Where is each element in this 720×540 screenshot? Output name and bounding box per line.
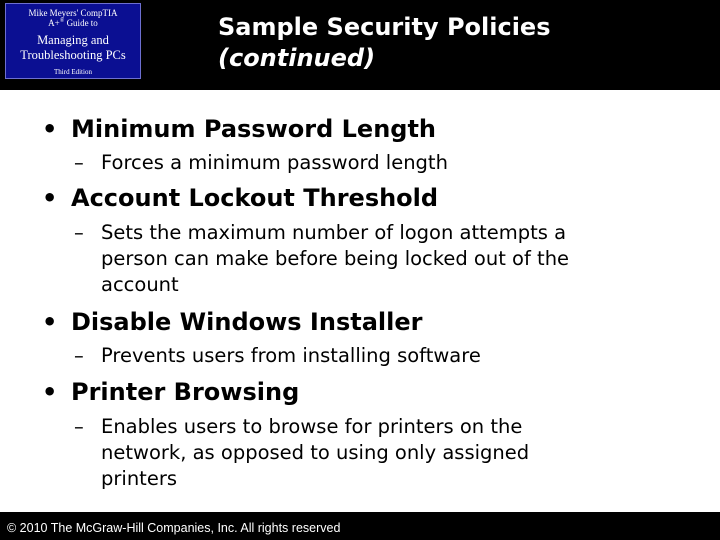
slide-content bbox=[0, 90, 720, 512]
sub-dash: – bbox=[74, 151, 84, 174]
bullet-dot: • bbox=[42, 378, 58, 406]
bullet-label: Printer Browsing bbox=[71, 378, 300, 406]
bullet-dot: • bbox=[42, 115, 58, 143]
book-logo bbox=[5, 3, 141, 79]
sub-dash: – bbox=[74, 221, 84, 244]
slide-title: Sample Security Policies (continued) bbox=[218, 13, 551, 72]
copyright-text: © 2010 The McGraw-Hill Companies, Inc. All rights reserved bbox=[7, 521, 341, 535]
sub-item: – Enables users to browse for printers on the network, as opposed to using only assigned printers bbox=[74, 415, 530, 490]
bullet-dot: • bbox=[42, 184, 58, 212]
logo-author: Mike Meyers' CompTIA bbox=[28, 8, 118, 18]
sub-dash: – bbox=[74, 415, 84, 438]
logo-edition: Third Edition bbox=[54, 68, 92, 76]
sub-dash: – bbox=[74, 344, 84, 367]
footer-bar bbox=[0, 512, 720, 540]
bullet-label: Minimum Password Length bbox=[71, 115, 437, 143]
bullet-dot: • bbox=[42, 308, 58, 336]
sub-item: – Forces a minimum password length bbox=[74, 151, 448, 174]
sub-item: – Sets the maximum number of logon attempts a person can make before being locked out of the account bbox=[74, 221, 570, 296]
logo-title: Managing and Troubleshooting PCs bbox=[20, 33, 126, 62]
bullet-label: Disable Windows Installer bbox=[71, 308, 423, 336]
bullet-label: Account Lockout Threshold bbox=[71, 184, 439, 212]
sub-item: – Prevents users from installing software bbox=[74, 344, 481, 367]
logo-subtitle: A+® Guide to bbox=[48, 18, 98, 28]
